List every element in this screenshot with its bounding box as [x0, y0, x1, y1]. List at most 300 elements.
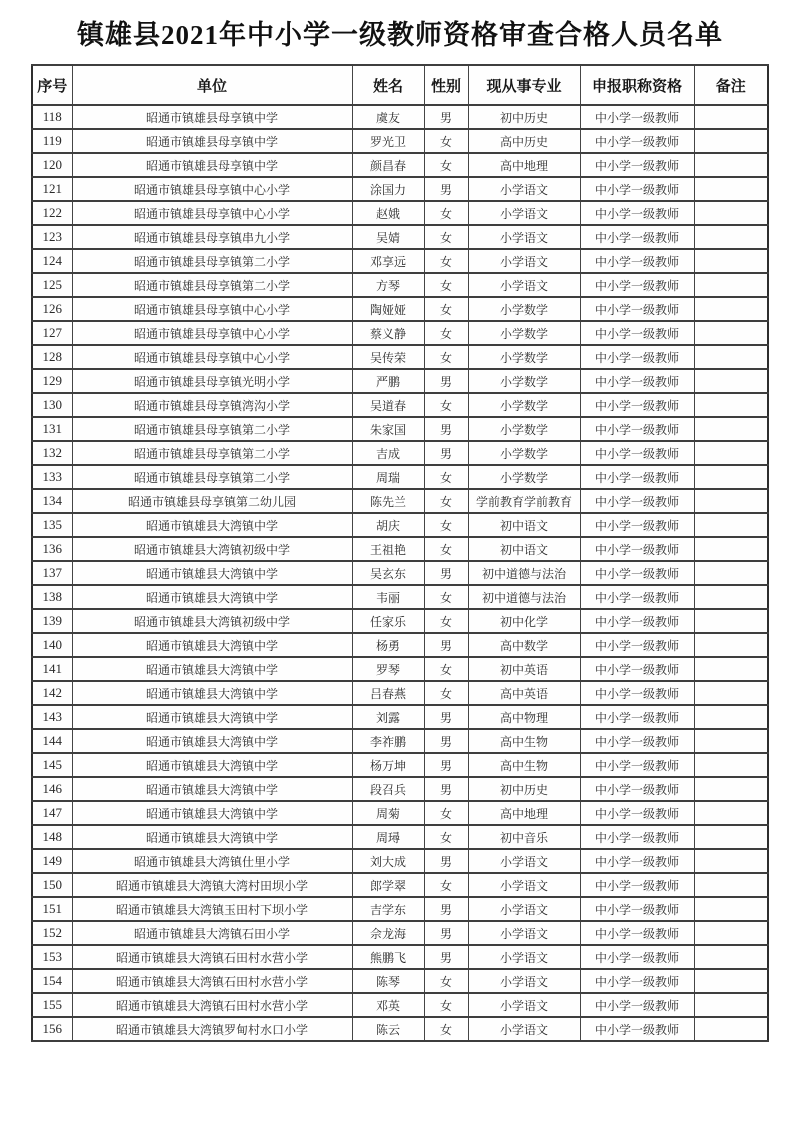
- cell-major: 小学数学: [468, 441, 580, 465]
- cell-name: 胡庆: [352, 513, 424, 537]
- table-row: [32, 561, 768, 585]
- cell-title: 中小学一级教师: [580, 321, 694, 345]
- table-row: [32, 801, 768, 825]
- cell-no: 154: [32, 969, 72, 993]
- cell-unit: 昭通市镇雄县母享镇第二小学: [72, 249, 352, 273]
- table-row: [32, 705, 768, 729]
- table-row: [32, 417, 768, 441]
- cell-remark: [694, 633, 768, 657]
- cell-unit: 昭通市镇雄县大湾镇中学: [72, 777, 352, 801]
- header-gender: 性别: [424, 65, 468, 105]
- cell-title: 中小学一级教师: [580, 777, 694, 801]
- cell-unit: 昭通市镇雄县大湾镇罗甸村水口小学: [72, 1017, 352, 1041]
- table-row: [32, 921, 768, 945]
- cell-unit: 昭通市镇雄县大湾镇初级中学: [72, 609, 352, 633]
- cell-no: 118: [32, 105, 72, 129]
- cell-no: 134: [32, 489, 72, 513]
- table-row: [32, 993, 768, 1017]
- cell-remark: [694, 969, 768, 993]
- header-unit: 单位: [72, 65, 352, 105]
- cell-title: 中小学一级教师: [580, 873, 694, 897]
- cell-name: 陈云: [352, 1017, 424, 1041]
- cell-no: 144: [32, 729, 72, 753]
- cell-remark: [694, 201, 768, 225]
- cell-remark: [694, 153, 768, 177]
- cell-gender: 女: [424, 609, 468, 633]
- cell-no: 149: [32, 849, 72, 873]
- cell-remark: [694, 729, 768, 753]
- table-header-row: [32, 65, 768, 105]
- cell-remark: [694, 417, 768, 441]
- cell-remark: [694, 345, 768, 369]
- cell-title: 中小学一级教师: [580, 729, 694, 753]
- cell-no: 139: [32, 609, 72, 633]
- cell-major: 小学数学: [468, 393, 580, 417]
- cell-gender: 女: [424, 393, 468, 417]
- table-row: [32, 201, 768, 225]
- cell-remark: [694, 1017, 768, 1041]
- cell-title: 中小学一级教师: [580, 345, 694, 369]
- table-row: [32, 849, 768, 873]
- cell-major: 初中道德与法治: [468, 561, 580, 585]
- cell-unit: 昭通市镇雄县大湾镇中学: [72, 657, 352, 681]
- cell-unit: 昭通市镇雄县大湾镇中学: [72, 633, 352, 657]
- cell-gender: 女: [424, 273, 468, 297]
- cell-name: 周瑞: [352, 465, 424, 489]
- cell-no: 142: [32, 681, 72, 705]
- cell-title: 中小学一级教师: [580, 249, 694, 273]
- cell-unit: 昭通市镇雄县大湾镇初级中学: [72, 537, 352, 561]
- cell-name: 吴道春: [352, 393, 424, 417]
- cell-no: 132: [32, 441, 72, 465]
- page-title: 镇雄县2021年中小学一级教师资格审查合格人员名单: [77, 20, 723, 50]
- cell-major: 高中生物: [468, 753, 580, 777]
- header-remark: 备注: [694, 65, 768, 105]
- cell-gender: 男: [424, 945, 468, 969]
- cell-major: 小学数学: [468, 297, 580, 321]
- cell-name: 邓英: [352, 993, 424, 1017]
- cell-major: 小学语文: [468, 897, 580, 921]
- cell-remark: [694, 513, 768, 537]
- cell-no: 135: [32, 513, 72, 537]
- table-row: [32, 249, 768, 273]
- cell-major: 初中英语: [468, 657, 580, 681]
- qualified-teachers-table: [31, 64, 769, 1042]
- cell-major: 学前教育学前教育: [468, 489, 580, 513]
- cell-title: 中小学一级教师: [580, 969, 694, 993]
- cell-remark: [694, 897, 768, 921]
- cell-no: 148: [32, 825, 72, 849]
- table-row: [32, 441, 768, 465]
- cell-gender: 女: [424, 513, 468, 537]
- cell-no: 121: [32, 177, 72, 201]
- table-row: [32, 153, 768, 177]
- table-row: [32, 657, 768, 681]
- cell-gender: 女: [424, 801, 468, 825]
- cell-unit: 昭通市镇雄县大湾镇中学: [72, 753, 352, 777]
- cell-no: 122: [32, 201, 72, 225]
- cell-no: 131: [32, 417, 72, 441]
- cell-title: 中小学一级教师: [580, 369, 694, 393]
- cell-gender: 男: [424, 777, 468, 801]
- cell-unit: 昭通市镇雄县大湾镇中学: [72, 705, 352, 729]
- cell-title: 中小学一级教师: [580, 657, 694, 681]
- table-row: [32, 345, 768, 369]
- cell-name: 杨万坤: [352, 753, 424, 777]
- cell-no: 150: [32, 873, 72, 897]
- cell-major: 小学数学: [468, 465, 580, 489]
- cell-name: 吴传荣: [352, 345, 424, 369]
- cell-major: 小学数学: [468, 417, 580, 441]
- cell-name: 段召兵: [352, 777, 424, 801]
- cell-title: 中小学一级教师: [580, 849, 694, 873]
- cell-major: 小学语文: [468, 201, 580, 225]
- cell-major: 初中化学: [468, 609, 580, 633]
- cell-major: 高中地理: [468, 801, 580, 825]
- cell-unit: 昭通市镇雄县母享镇中心小学: [72, 201, 352, 225]
- cell-gender: 女: [424, 825, 468, 849]
- cell-unit: 昭通市镇雄县母享镇湾沟小学: [72, 393, 352, 417]
- cell-name: 陈先兰: [352, 489, 424, 513]
- cell-name: 陶娅娅: [352, 297, 424, 321]
- table-row: [32, 513, 768, 537]
- cell-title: 中小学一级教师: [580, 561, 694, 585]
- cell-gender: 女: [424, 1017, 468, 1041]
- cell-major: 高中历史: [468, 129, 580, 153]
- cell-major: 初中语文: [468, 537, 580, 561]
- cell-no: 145: [32, 753, 72, 777]
- cell-remark: [694, 441, 768, 465]
- cell-unit: 昭通市镇雄县母享镇中心小学: [72, 345, 352, 369]
- cell-name: 严鹏: [352, 369, 424, 393]
- cell-major: 高中数学: [468, 633, 580, 657]
- cell-title: 中小学一级教师: [580, 681, 694, 705]
- cell-name: 熊鹏飞: [352, 945, 424, 969]
- cell-no: 147: [32, 801, 72, 825]
- cell-name: 任家乐: [352, 609, 424, 633]
- cell-no: 129: [32, 369, 72, 393]
- cell-gender: 女: [424, 201, 468, 225]
- cell-no: 153: [32, 945, 72, 969]
- cell-gender: 男: [424, 105, 468, 129]
- table-row: [32, 897, 768, 921]
- cell-no: 146: [32, 777, 72, 801]
- cell-name: 吉成: [352, 441, 424, 465]
- cell-title: 中小学一级教师: [580, 393, 694, 417]
- cell-title: 中小学一级教师: [580, 993, 694, 1017]
- cell-unit: 昭通市镇雄县母享镇中学: [72, 105, 352, 129]
- cell-remark: [694, 657, 768, 681]
- cell-major: 小学数学: [468, 345, 580, 369]
- cell-title: 中小学一级教师: [580, 441, 694, 465]
- table-row: [32, 537, 768, 561]
- cell-unit: 昭通市镇雄县母享镇第二小学: [72, 441, 352, 465]
- cell-title: 中小学一级教师: [580, 225, 694, 249]
- cell-major: 高中地理: [468, 153, 580, 177]
- header-major: 现从事专业: [468, 65, 580, 105]
- cell-gender: 女: [424, 297, 468, 321]
- cell-remark: [694, 945, 768, 969]
- cell-major: 小学语文: [468, 873, 580, 897]
- cell-unit: 昭通市镇雄县大湾镇中学: [72, 561, 352, 585]
- cell-unit: 昭通市镇雄县母享镇光明小学: [72, 369, 352, 393]
- cell-gender: 男: [424, 441, 468, 465]
- cell-name: 杨勇: [352, 633, 424, 657]
- cell-name: 周璕: [352, 825, 424, 849]
- cell-major: 小学语文: [468, 273, 580, 297]
- cell-title: 中小学一级教师: [580, 705, 694, 729]
- cell-gender: 女: [424, 225, 468, 249]
- cell-title: 中小学一级教师: [580, 105, 694, 129]
- cell-no: 130: [32, 393, 72, 417]
- cell-title: 中小学一级教师: [580, 153, 694, 177]
- cell-unit: 昭通市镇雄县母享镇中心小学: [72, 297, 352, 321]
- cell-title: 中小学一级教师: [580, 465, 694, 489]
- table-row: [32, 129, 768, 153]
- cell-unit: 昭通市镇雄县母享镇中心小学: [72, 177, 352, 201]
- table-row: [32, 633, 768, 657]
- cell-unit: 昭通市镇雄县大湾镇中学: [72, 585, 352, 609]
- cell-name: 赵娥: [352, 201, 424, 225]
- cell-title: 中小学一级教师: [580, 921, 694, 945]
- cell-unit: 昭通市镇雄县大湾镇玉田村下坝小学: [72, 897, 352, 921]
- cell-major: 小学语文: [468, 969, 580, 993]
- table-row: [32, 225, 768, 249]
- cell-name: 罗光卫: [352, 129, 424, 153]
- cell-major: 初中历史: [468, 777, 580, 801]
- cell-no: 126: [32, 297, 72, 321]
- cell-major: 小学语文: [468, 225, 580, 249]
- table-row: [32, 369, 768, 393]
- cell-title: 中小学一级教师: [580, 489, 694, 513]
- cell-name: 郎学翠: [352, 873, 424, 897]
- cell-unit: 昭通市镇雄县大湾镇中学: [72, 801, 352, 825]
- table-row: [32, 729, 768, 753]
- cell-no: 137: [32, 561, 72, 585]
- cell-gender: 女: [424, 993, 468, 1017]
- cell-gender: 女: [424, 969, 468, 993]
- cell-remark: [694, 537, 768, 561]
- table-row: [32, 825, 768, 849]
- cell-remark: [694, 609, 768, 633]
- cell-name: 李祚鹏: [352, 729, 424, 753]
- cell-name: 周菊: [352, 801, 424, 825]
- table-row: [32, 105, 768, 129]
- cell-unit: 昭通市镇雄县大湾镇中学: [72, 513, 352, 537]
- cell-no: 136: [32, 537, 72, 561]
- cell-remark: [694, 849, 768, 873]
- cell-gender: 男: [424, 417, 468, 441]
- cell-title: 中小学一级教师: [580, 201, 694, 225]
- cell-gender: 女: [424, 489, 468, 513]
- cell-no: 151: [32, 897, 72, 921]
- cell-gender: 女: [424, 345, 468, 369]
- cell-no: 123: [32, 225, 72, 249]
- cell-gender: 男: [424, 729, 468, 753]
- cell-gender: 女: [424, 129, 468, 153]
- cell-unit: 昭通市镇雄县母享镇中心小学: [72, 321, 352, 345]
- table-row: [32, 465, 768, 489]
- cell-unit: 昭通市镇雄县大湾镇仕里小学: [72, 849, 352, 873]
- cell-title: 中小学一级教师: [580, 177, 694, 201]
- cell-title: 中小学一级教师: [580, 273, 694, 297]
- cell-remark: [694, 393, 768, 417]
- cell-gender: 男: [424, 177, 468, 201]
- cell-no: 119: [32, 129, 72, 153]
- table-row: [32, 177, 768, 201]
- cell-title: 中小学一级教师: [580, 513, 694, 537]
- cell-gender: 女: [424, 873, 468, 897]
- cell-no: 143: [32, 705, 72, 729]
- cell-title: 中小学一级教师: [580, 585, 694, 609]
- cell-gender: 女: [424, 465, 468, 489]
- cell-name: 邓享远: [352, 249, 424, 273]
- table-header: [32, 65, 768, 105]
- cell-title: 中小学一级教师: [580, 609, 694, 633]
- cell-name: 吴玄东: [352, 561, 424, 585]
- cell-gender: 女: [424, 657, 468, 681]
- cell-major: 小学语文: [468, 1017, 580, 1041]
- cell-name: 韦丽: [352, 585, 424, 609]
- cell-name: 虞友: [352, 105, 424, 129]
- cell-major: 小学语文: [468, 177, 580, 201]
- cell-title: 中小学一级教师: [580, 129, 694, 153]
- table-row: [32, 489, 768, 513]
- cell-no: 125: [32, 273, 72, 297]
- header-name: 姓名: [352, 65, 424, 105]
- cell-name: 王祖艳: [352, 537, 424, 561]
- cell-name: 方琴: [352, 273, 424, 297]
- cell-unit: 昭通市镇雄县大湾镇石田村水营小学: [72, 969, 352, 993]
- table-row: [32, 969, 768, 993]
- cell-major: 初中道德与法治: [468, 585, 580, 609]
- table-row: [32, 777, 768, 801]
- cell-name: 颜昌春: [352, 153, 424, 177]
- cell-major: 小学数学: [468, 369, 580, 393]
- cell-unit: 昭通市镇雄县大湾镇石田小学: [72, 921, 352, 945]
- cell-remark: [694, 753, 768, 777]
- cell-name: 吴婧: [352, 225, 424, 249]
- cell-no: 128: [32, 345, 72, 369]
- cell-title: 中小学一级教师: [580, 417, 694, 441]
- cell-remark: [694, 177, 768, 201]
- cell-remark: [694, 561, 768, 585]
- cell-remark: [694, 225, 768, 249]
- cell-title: 中小学一级教师: [580, 801, 694, 825]
- cell-major: 小学语文: [468, 249, 580, 273]
- cell-no: 120: [32, 153, 72, 177]
- cell-name: 刘大成: [352, 849, 424, 873]
- cell-major: 高中英语: [468, 681, 580, 705]
- cell-title: 中小学一级教师: [580, 897, 694, 921]
- cell-remark: [694, 489, 768, 513]
- cell-unit: 昭通市镇雄县母享镇第二幼儿园: [72, 489, 352, 513]
- table-row: [32, 609, 768, 633]
- cell-title: 中小学一级教师: [580, 1017, 694, 1041]
- cell-unit: 昭通市镇雄县母享镇第二小学: [72, 273, 352, 297]
- table-row: [32, 681, 768, 705]
- cell-name: 蔡义静: [352, 321, 424, 345]
- cell-name: 刘露: [352, 705, 424, 729]
- cell-major: 高中生物: [468, 729, 580, 753]
- cell-remark: [694, 801, 768, 825]
- cell-major: 初中历史: [468, 105, 580, 129]
- header-title: 申报职称资格: [580, 65, 694, 105]
- table-row: [32, 585, 768, 609]
- cell-unit: 昭通市镇雄县大湾镇中学: [72, 825, 352, 849]
- cell-remark: [694, 249, 768, 273]
- cell-title: 中小学一级教师: [580, 297, 694, 321]
- cell-remark: [694, 993, 768, 1017]
- cell-name: 罗琴: [352, 657, 424, 681]
- cell-no: 140: [32, 633, 72, 657]
- cell-remark: [694, 681, 768, 705]
- table-row: [32, 321, 768, 345]
- cell-unit: 昭通市镇雄县大湾镇石田村水营小学: [72, 945, 352, 969]
- cell-title: 中小学一级教师: [580, 825, 694, 849]
- table-row: [32, 873, 768, 897]
- cell-remark: [694, 297, 768, 321]
- cell-unit: 昭通市镇雄县母享镇串九小学: [72, 225, 352, 249]
- cell-name: 吕春燕: [352, 681, 424, 705]
- cell-remark: [694, 273, 768, 297]
- cell-gender: 女: [424, 681, 468, 705]
- cell-major: 高中物理: [468, 705, 580, 729]
- cell-gender: 女: [424, 321, 468, 345]
- cell-remark: [694, 465, 768, 489]
- cell-remark: [694, 777, 768, 801]
- cell-no: 152: [32, 921, 72, 945]
- cell-gender: 男: [424, 849, 468, 873]
- cell-unit: 昭通市镇雄县大湾镇石田村水营小学: [72, 993, 352, 1017]
- cell-gender: 男: [424, 921, 468, 945]
- cell-title: 中小学一级教师: [580, 537, 694, 561]
- cell-no: 141: [32, 657, 72, 681]
- cell-remark: [694, 825, 768, 849]
- table-body: [32, 105, 768, 1041]
- cell-no: 127: [32, 321, 72, 345]
- cell-major: 小学语文: [468, 993, 580, 1017]
- cell-name: 佘龙海: [352, 921, 424, 945]
- cell-gender: 男: [424, 753, 468, 777]
- cell-gender: 女: [424, 249, 468, 273]
- cell-major: 小学语文: [468, 921, 580, 945]
- cell-unit: 昭通市镇雄县母享镇第二小学: [72, 417, 352, 441]
- cell-major: 初中语文: [468, 513, 580, 537]
- cell-remark: [694, 585, 768, 609]
- cell-major: 小学语文: [468, 849, 580, 873]
- cell-gender: 男: [424, 369, 468, 393]
- cell-unit: 昭通市镇雄县大湾镇大湾村田坝小学: [72, 873, 352, 897]
- cell-unit: 昭通市镇雄县大湾镇中学: [72, 681, 352, 705]
- cell-remark: [694, 705, 768, 729]
- cell-remark: [694, 321, 768, 345]
- cell-gender: 男: [424, 705, 468, 729]
- cell-gender: 女: [424, 537, 468, 561]
- header-no: 序号: [32, 65, 72, 105]
- cell-name: 吉学东: [352, 897, 424, 921]
- cell-gender: 女: [424, 153, 468, 177]
- cell-major: 小学语文: [468, 945, 580, 969]
- table-row: [32, 393, 768, 417]
- cell-name: 涂国力: [352, 177, 424, 201]
- cell-remark: [694, 921, 768, 945]
- table-row: [32, 945, 768, 969]
- cell-unit: 昭通市镇雄县母享镇中学: [72, 129, 352, 153]
- cell-name: 朱家国: [352, 417, 424, 441]
- cell-title: 中小学一级教师: [580, 945, 694, 969]
- cell-major: 小学数学: [468, 321, 580, 345]
